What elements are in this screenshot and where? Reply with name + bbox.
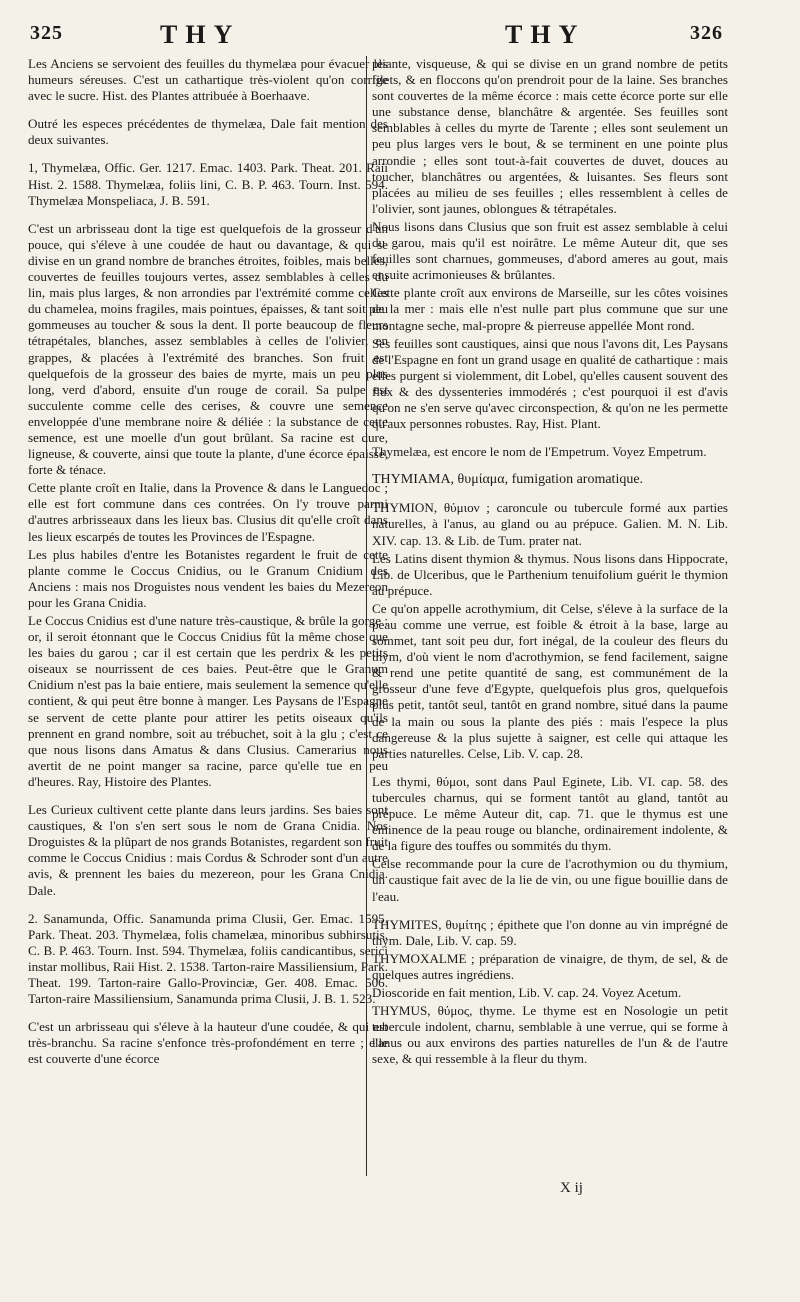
paragraph: 1, Thymelæa, Offic. Ger. 1217. Emac. 1403. Park. Theat. 201. Raii Hist. 2. 1588. Thymelæa, foliis lini, C. B. P. 463. Tourn. Inst. 594. Thymelæa Monspeliaca, J. B. 591. <box>28 160 388 208</box>
dictionary-entry: THYMITES, θυμίτης ; épithete que l'on donne au vin imprégné de thym. Dale, Lib. V. cap. 59. <box>372 916 728 948</box>
paragraph: Dioscoride en fait mention, Lib. V. cap. 24. Voyez Acetum. <box>372 984 682 1000</box>
paragraph: Ce qu'on appelle acrothymium, dit Celse, s'éleve à la surface de la peau comme une verrue, est foible & étroit à la base, large au sommet, tant soit peu dur, fort inégal, de la couleur des fleurs du thym, d'où vient le nom d'acrothymion, se fend facilement, saigne & rend une petite quantité de sang, est communément de la grosseur d'une feve d'Egypte, quelquefois plus gros, quelquefois plus petit, tantôt seul, tantôt en grand nombre, situé dans la paume de la main ou sous la plante des piés : mais l'espece la plus dangereuse & la plus sujette à saigner, est celle qui attaque les parties naturelles. Celse, Lib. V. cap. 28. <box>372 600 728 761</box>
paragraph: Les Curieux cultivent cette plante dans leurs jardins. Ses baies sont caustiques, & l'on s'en sert sous le nom de Grana Cnidia. Nos Droguistes & la plûpart de nos grands Botanistes, regardent son fruit comme le Coccus Cnidius : mais Cordus & Schroder sont d'un autre avis, & prennent les baies du mezereon, pour les Grana Cnidia. Dale. <box>28 802 388 898</box>
paragraph: Les thymi, θύμοι, sont dans Paul Eginete, Lib. VI. cap. 58. des tubercules charnus, qui se forment tantôt au gland, tantôt au prépuce. Le même Auteur dit, cap. 71. que le thymus est une éminence de la peau rouge ou blanche, ordinairement indolente, & de la figure des touffes ou sommités du thym. <box>372 773 728 854</box>
paragraph: C'est un arbrisseau qui s'éleve à la hauteur d'une coudée, & qui est très-branchu. Sa racine s'enfonce très-profondément en terre ; elle est couverte d'une écorce <box>28 1019 388 1067</box>
paragraph: Les Anciens se servoient des feuilles du thymelæa pour évacuer les humeurs séreuses. C'est un cathartique très-violent qu'on corrige avec le sucre. Hist. des Plantes attribuée à Boerhaave. <box>28 56 388 104</box>
paragraph: Cette plante croît en Italie, dans la Provence & dans le Languedoc ; elle est fort commune dans ces contrées. On l'y trouve parmi d'autres arbrisseaux dans les lieux bas. Clusius dit qu'elle croît dans les lieux escarpés de toutes les Provinces de l'Espagne. <box>28 480 388 544</box>
dictionary-entry: THYMIAMA, θυμίαμα, fumigation aromatique. <box>372 472 644 488</box>
dictionary-entry: THYMION, θύμιον ; caroncule ou tubercule formé aux parties naturelles, à l'anus, au gland ou au prépuce. Galien. M. N. Lib. XIV. cap. 13. & Lib. de Tum. prater nat. <box>372 500 728 548</box>
left-column <box>28 56 388 1069</box>
right-column <box>372 56 728 1069</box>
paragraph: Nous lisons dans Clusius que son fruit est assez semblable à celui du garou, mais qu'il est noirâtre. Le même Auteur dit, que ses feuilles sont charnues, gommeuses, d'abord ameres au gout, mais ensuite acrimonieuses & brûlantes. <box>372 218 728 283</box>
paragraph: Thymelæa, est encore le nom de l'Empetrum. Voyez Empetrum. <box>372 444 707 460</box>
paragraph: Cette plante croît aux environs de Marseille, sur les côtes voisines de la mer : mais elle n'est nulle part plus commune que sur une montagne seche, mal-propre & pierreuse appellée Mont rond. <box>372 285 728 333</box>
paragraph: Ses feuilles sont caustiques, ainsi que nous l'avons dit, Les Paysans de l'Espagne en font un grand usage en qualité de cathartique : mais elles purgent si violemment, dit Lobel, qu'elles causent souvent des flux & des dyssenteries immodérés ; c'est pourquoi il est d'avis qu'on ne s'en serve qu'avec circonspection, & qu'on ne les permette qu'aux personnes robustes. Ray, Hist. Plant. <box>372 335 728 432</box>
paragraph: C'est un arbrisseau dont la tige est quelquefois de la grosseur d'un pouce, qui s'éleve à une coudée de haut ou davantage, & qui se divise en un grand nombre de branches étroites, foibles, mais belles, couvertes de feuilles toujours vertes, assez semblables à celles du lin, mais plus larges, & non arrondies par l'extrémité comme celles du chamelea, moins fragiles, mais pointues, épaisses, & tant soit peu gommeuses au toucher & sous la dent. Il porte beaucoup de fleurs tétrapétales, blanches, assez semblables à celles de l'olivier, en grappes, & placées à l'extrémité des branches. Son fruit est quelquefois de la grosseur des baies de myrte, mais un peu plus long, verd d'abord, ensuite d'un rouge de corail. Sa pulpe est succulente comme celle des cerises, & couvre une semence enveloppée d'une membrane noire & déliée : la substance de cette semence, est une moelle d'un gout brûlant. Sa racine est dure, ligneuse, & couverte, ainsi que toute la plante, d'une écorce épaisse, forte & ténace. <box>28 220 388 478</box>
paragraph: Outré les especes précédentes de thymelæa, Dale fait mention des deux suivantes. <box>28 116 388 148</box>
left-page-number: 325 <box>30 22 63 44</box>
signature-mark: X ij <box>560 1180 583 1196</box>
paragraph: Celse recommande pour la cure de l'acrothymion ou du thymium, un caustique fait avec de la lie de vin, ou une figue bouillie dans de l'eau. <box>372 856 728 904</box>
left-running-head: THY <box>160 20 241 49</box>
right-page-number: 326 <box>690 22 723 44</box>
paragraph: Le Coccus Cnidius est d'une nature très-caustique, & brûle la gorge : or, il seroit étonnant que le Coccus Cnidius fût la même chose que les baies du garou ; car il est certain que les perdrix & les petits oiseaux se nourrissent de ces baies. Peut-être que le Granum Cnidium n'est pas la baie entiere, mais seulement la semence qu'elle contient, & qui peut être bonne à manger. Les Paysans de l'Espagne se servent de cette plante pour attirer les petits oiseaux qu'ils prennent en grand nombre, soit au trébuchet, soit à la glu ; c'est ce que nous lisons dans Amatus & dans Clusius. Camerarius nous avertit de ne point manger sa racine, parce qu'elle tue en peu d'heures. Ray, Histoire des Plantes. <box>28 613 388 789</box>
dictionary-entry: THYMOXALME ; préparation de vinaigre, de thym, de sel, & de quelques autres ingrédiens. <box>372 950 728 982</box>
paragraph: Les plus habiles d'entre les Botanistes regardent le fruit de cette plante comme le Coccus Cnidius, ou le Granum Cnidium des Anciens : mais nos Droguistes nous vendent les baies du Mezereon pour les Grana Cnidia. <box>28 546 388 610</box>
paragraph: Les Latins disent thymion & thymus. Nous lisons dans Hippocrate, Lib. de Ulceribus, que le Parthenium tenuifolium guérit le thymion au prépuce. <box>372 550 728 598</box>
dictionary-entry: THYMUS, θύμος, thyme. Le thyme est en Nosologie un petit tubercule indolent, charnu, semblable à une verrue, qui se forme à l'anus ou aux environs des parties naturelles de l'un & de l'autre sexe, & qui ressemble à la fleur du thym. <box>372 1003 728 1067</box>
paragraph: pliante, visqueuse, & qui se divise en un grand nombre de petits filets, & en floccons qu'on prendroit pour de la laine. Ses branches sont couvertes de la même écorce : mais cette écorce porte sur elle une substance dense, blanchâtre & argentée. Ses feuilles sont semblables à celles du myrte de Tarente ; elles sont seulement un peu plus larges vers le bout, & se terminent en une pointe plus arrondie ; elles sont tout-à-fait couvertes de duvet, douces au toucher, blanchâtres ou argentées, & luisantes. Ses fleurs sont placées au milieu de ses feuilles ; elles ressemblent à celles de l'olivier, sont jaunes, oblongues & tétrapétales. <box>372 56 728 216</box>
right-running-head: THY <box>505 20 586 49</box>
paragraph: 2. Sanamunda, Offic. Sanamunda prima Clusii, Ger. Emac. 1595. Park. Theat. 203. Thymelæa, folis chamelæa, minoribus subhirsutis, C. B. P. 463. Tourn. Inst. 594. Thymelæa, foliis candicantibus, serici instar mollibus, Raii Hist. 2. 1538. Tarton-raire Massiliensium, Park. Theat. 199. Tarton-raire Gallo-Provinciæ, Ger. 408. Emac. 506. Tarton-raire Massiliensium, Sanamunda prima Clusii, J. B. 1. 523. <box>28 910 388 1007</box>
